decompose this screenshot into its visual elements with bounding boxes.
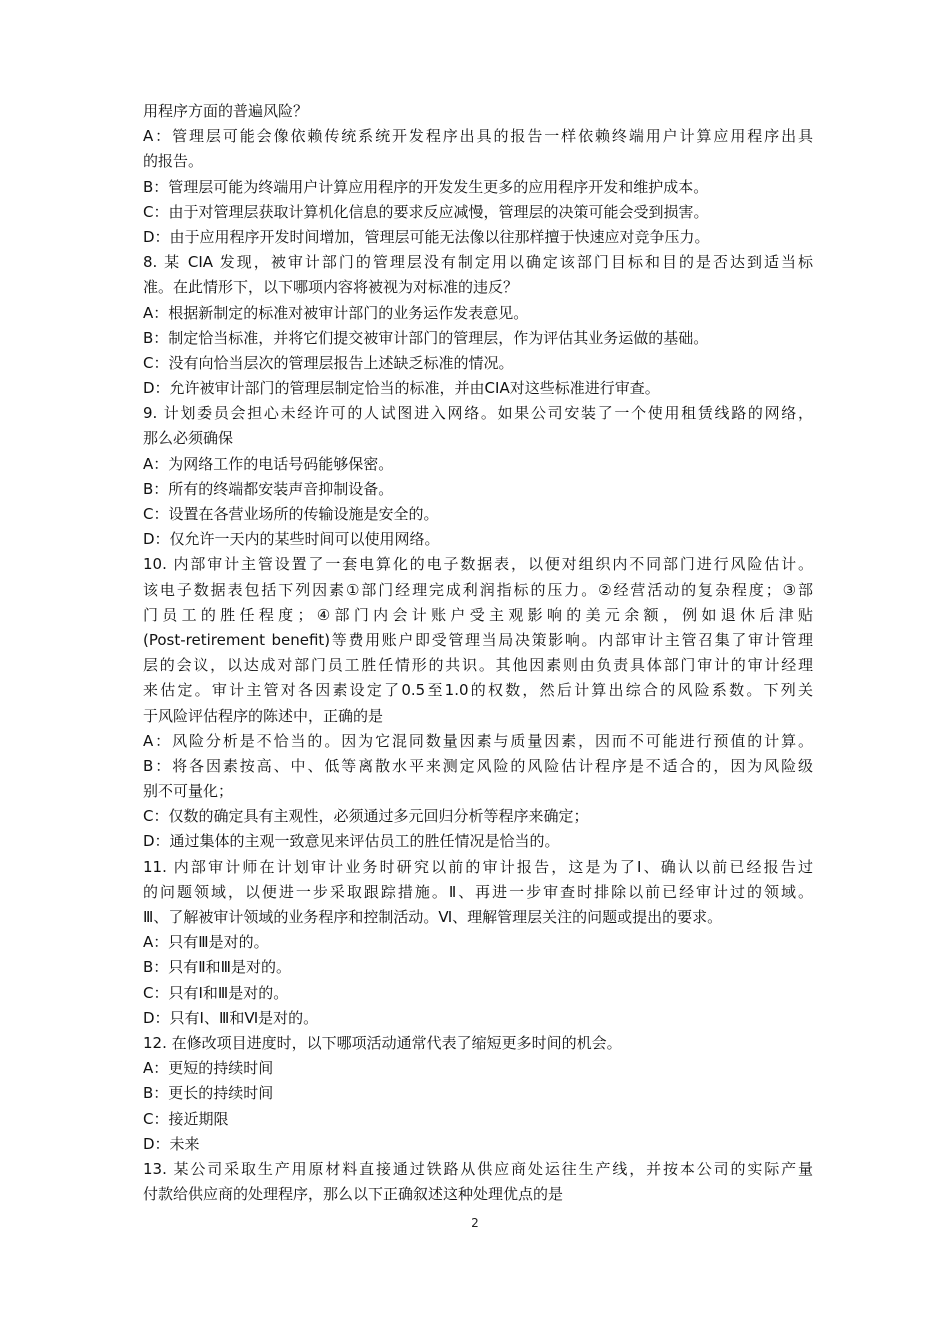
text-line: A：只有Ⅲ是对的。 bbox=[143, 933, 269, 952]
question-13: 13. 某公司采取生产用原材料直接通过铁路从供应商处运往生产线，并按本公司的实际产量 bbox=[143, 1159, 813, 1178]
text-line: 准。在此情形下，以下哪项内容将被视为对标准的违反？ bbox=[143, 278, 519, 297]
text-line: C：设置在各营业场所的传输设施是安全的。 bbox=[143, 505, 439, 523]
text-line: C：仅数的确定具有主观性，必须通过多元回归分析等程序来确定； bbox=[143, 807, 589, 826]
text-line: 的报告。 bbox=[143, 152, 204, 171]
text-line: A：更短的持续时间 bbox=[143, 1059, 274, 1078]
text-line: 付款给供应商的处理程序，那么以下正确叙述这种处理优点的是 bbox=[143, 1185, 564, 1204]
text-line: D：仅允许一天内的某些时间可以使用网络。 bbox=[143, 530, 440, 549]
text-line: 的问题领域，以便进一步采取跟踪措施。Ⅱ、再进一步审查时排除以前已经审计过的领域。 bbox=[143, 882, 813, 901]
text-line: (Post-retirement benefit)等费用账户即受管理当局决策影响。内部审计主管召集了审计管理 bbox=[143, 630, 813, 649]
question-12: 12. 在修改项目进度时，以下哪项活动通常代表了缩短更多时间的机会。 bbox=[143, 1033, 622, 1052]
text-line: A：风险分析是不恰当的。因为它混同数量因素与质量因素，因而不可能进行预值的计算。 bbox=[143, 731, 813, 750]
text-line: 来估定。审计主管对各因素设定了0.5至1.0的权数，然后计算出综合的风险系数。下列关 bbox=[143, 681, 813, 700]
text-line: B：管理层可能为终端用户计算应用程序的开发发生更多的应用程序开发和维护成本。 bbox=[143, 177, 709, 196]
text-line: C：由于对管理层获取计算机化信息的要求反应减慢，管理层的决策可能会受到损害。 bbox=[143, 202, 709, 221]
text-line: C：接近期限 bbox=[143, 1109, 229, 1128]
text-line: D：由于应用程序开发时间增加，管理层可能无法像以往那样擅于快速应对竞争压力。 bbox=[143, 227, 710, 246]
page-body bbox=[143, 99, 813, 1207]
text-line: Ⅲ、了解被审计领域的业务程序和控制活动。Ⅵ、理解管理层关注的问题或提出的要求。 bbox=[143, 908, 723, 926]
text-line: 那么必须确保 bbox=[143, 429, 234, 448]
text-line: 门员工的胜任程度；④部门内会计账户受主观影响的美元余额，例如退休后津贴 bbox=[143, 605, 813, 624]
text-line: A：根据新制定的标准对被审计部门的业务运作发表意见。 bbox=[143, 303, 529, 322]
text-line: D：通过集体的主观一致意见来评估员工的胜任情况是恰当的。 bbox=[143, 832, 560, 851]
text-line: C：只有Ⅰ和Ⅲ是对的。 bbox=[143, 983, 289, 1002]
text-line: 层的会议，以达成对部门员工胜任情形的共识。其他因素则由负责具体部门审计的审计经理 bbox=[143, 656, 813, 675]
text-line: B：只有Ⅱ和Ⅲ是对的。 bbox=[143, 958, 292, 977]
text-line: C：没有向恰当层次的管理层报告上述缺乏标准的情况。 bbox=[143, 353, 514, 372]
text-line: B：制定恰当标准，并将它们提交被审计部门的管理层，作为评估其业务运做的基础。 bbox=[143, 328, 709, 347]
text-line: A：为网络工作的电话号码能够保密。 bbox=[143, 454, 394, 473]
text-line: 该电子数据表包括下列因素①部门经理完成利润指标的压力。②经营活动的复杂程度；③部 bbox=[143, 580, 813, 599]
question-9: 9. 计划委员会担心未经许可的人试图进入网络。如果公司安装了一个使用租赁线路的网络， bbox=[143, 404, 813, 423]
text-line: D：未来 bbox=[143, 1134, 200, 1153]
text-line: A：管理层可能会像依赖传统系统开发程序出具的报告一样依赖终端用户计算应用程序出具 bbox=[143, 127, 813, 146]
text-line: D：只有Ⅰ、Ⅲ和Ⅵ是对的。 bbox=[143, 1008, 319, 1027]
text-line: D：允许被审计部门的管理层制定恰当的标准，并由CIA对这些标准进行审查。 bbox=[143, 379, 660, 398]
page-number: 2 bbox=[471, 1216, 479, 1230]
text-line: 用程序方面的普遍风险？ bbox=[143, 102, 309, 120]
text-line: B：将各因素按高、中、低等离散水平来测定风险的风险估计程序是不适合的，因为风险级 bbox=[143, 756, 813, 775]
question-10: 10. 内部审计主管设置了一套电算化的电子数据表，以便对组织内不同部门进行风险估计。 bbox=[143, 555, 813, 574]
text-line: B：更长的持续时间 bbox=[143, 1084, 274, 1103]
question-8: 8. 某 CIA 发现，被审计部门的管理层没有制定用以确定该部门目标和目的是否达到适当标 bbox=[143, 253, 813, 272]
text-line: 别不可量化； bbox=[143, 782, 234, 801]
text-line: B：所有的终端都安装声音抑制设备。 bbox=[143, 479, 394, 498]
text-line: 于风险评估程序的陈述中，正确的是 bbox=[143, 706, 384, 725]
question-11: 11. 内部审计师在计划审计业务时研究以前的审计报告，这是为了Ⅰ、确认以前已经报告过 bbox=[143, 857, 813, 876]
